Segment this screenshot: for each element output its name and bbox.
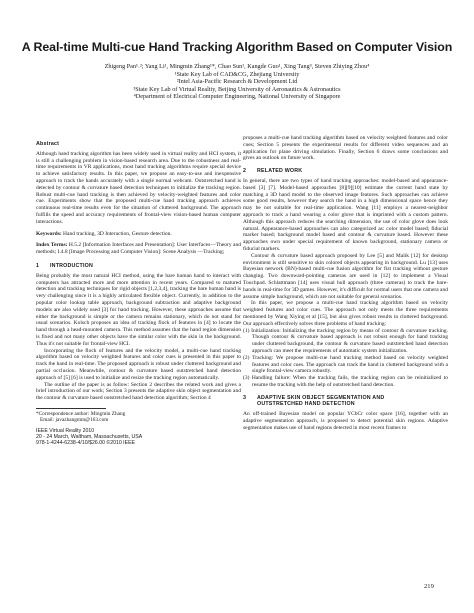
- related-work-paragraph-2: Contour & curvature based approach proposed by Lee [5] and Malik [12] for desktop environment is still sensitive to skin colored objects appearing in background. Lu [13] uses Bayesian network (BN)-based multi-cue fusion algorithm for fist tracking without gesture changing. Two downward-pointing cameras are used in [12] to implement a Visual Touchpad. Schlattmann [14] uses visual hull approach (three cameras) to track the bare-hands in real-time for 3D games. However, it's difficult for normal users that one camera and assume simple background, which are not suitable for general scenarios.: [243, 252, 448, 300]
- right-column: [243, 135, 448, 432]
- author-list: Zhigeng Pan¹˒²; Yang Li¹, Mingmin Zhang¹*, Chao Sun¹, Kangde Guo¹, Xing Tang³, Steven Zhiying Zhou⁴: [104, 63, 370, 70]
- left-column: [36, 136, 241, 447]
- abstract-heading: Abstract: [36, 141, 60, 147]
- page-number: 219: [424, 583, 434, 590]
- keywords-text: Hand tracking, 3D Interaction, Gesture detection.: [63, 230, 172, 237]
- continued-paragraph: proposes a multi-cue hand tracking algorithm based on velocity weighted features and color cues; Section 5 presents the experimental results for different video sequences and an application for plane driving simulation. Finally, Section 6 draws some conclusions and gives an outlook on future work.: [243, 135, 448, 162]
- affiliation-1: ¹State Key Lab of CAD&CG, Zhejiang University: [174, 70, 300, 78]
- author-block: [0, 63, 474, 101]
- intro-paragraph-1: Being probably the most natural HCI method, using the bare human hand to interact with computers has attracted more and more attention in recent years. Compared to matured detection and tracking techniques for rigid objects [1,2,3,4], tracking the bare human hand is very challenging since it is a highly articulated flexible object. Currently, in addition to the popular color lookup table approach, background subtraction and adaptive background models are also widely used [3] for hand tracking. However, these approaches assume that either the background is simple or the camera remains stationary, which do not stand for usual scenarios. Kolsch proposes an idea of tracking flock of features in [4] to locate the hand through a head-mounted camera. This method assumes that the hand region dimension is fixed and not many other objects have the similar color with the skin in the background. Thus it's not suitable for frontal-view HCI.: [36, 272, 241, 347]
- conference-isbn: 978-1-4244-6238-4/10/$26.00 ©2010 IEEE: [36, 440, 136, 447]
- conference-info: [36, 428, 241, 447]
- section-1-heading: 1 INTRODUCTION: [36, 262, 94, 269]
- list-item: (2) Tracking: We propose multi-cue hand tracking method based on velocity weighted features and color cues. The approach can track the hand in cluttered background with a single frontal-view camera robustly.: [243, 354, 448, 375]
- section-2-heading: 2 RELATED WORK: [243, 168, 303, 175]
- problem-list: [243, 328, 448, 389]
- abstract-text: Although hand tracking algorithm has been widely used in virtual reality and HCI system, it is still a challenging problem in vision-based research area. Due to the robustness and real-time requirements in VR applications, most hand tracking algorithms require special device to achieve satisfactory results. In this paper, we propose an easy-to-use and inexpensive approach to track the hands accurately with a single normal webcam. Outstretched hand is detected by contour & curvature based detection techniques to initialize the tracking region. Robust multi-cue hand tracking is then achieved by velocity-weighted features and color cue. Experiments show that the proposed multi-cue hand tracking approach achieves continuous real-time results even for the situation of cluttered background. The approach fulfills the speed and accuracy requirements of frontal-view vision-based human computer interactions.: [36, 150, 241, 225]
- intro-paragraph-3: The outline of the paper is as follow: Section 2 describes the related work and gives a brief introduction of our work; Section 3 presents the adaptive skin object segmentation and the contour & curvature based outstretched hand detection algorithm; Section 4: [36, 381, 241, 402]
- affiliation-2: ²Intel Asia-Pacific Research & Development Ltd: [176, 78, 298, 86]
- footnote-rule: [36, 408, 106, 409]
- intro-paragraph-2: Incorporating the flock of features and the velocity model, a multi-cue hand tracking algorithm based on velocity weighted features and color cues is presented in this paper to track the hand in real-time. The proposed approach is robust under cluttered background and partial occlusion. Meanwhile, contour & curvature based outstretched hand detection approach of [5] [6] is used to initialize and resize the tracking region automatically.: [36, 347, 241, 381]
- segmentation-paragraph: An off-trained Bayesian model on popular YCbCr color space [16], together with an adaptive segmentation approach, is proposed to detect potential skin regions. Adaptive segmentation makes use of hand regions detected in most recent frames to: [243, 411, 448, 431]
- section-3-heading: 3 ADAPTIVE SKIN OBJECT SEGMENTATION AND OUTSTRETCHED HAND DETECTION: [243, 394, 385, 408]
- affiliation-3: ³State Key Lab of Virtual Reality, Beijing University of Aeronautics & Astronautics: [133, 85, 341, 93]
- keywords: [36, 231, 241, 238]
- list-item: (3) Handling failure: When the tracking fails, the tracking region can be reinitialized to resume the tracking with the help of outstretched hand detection.: [243, 375, 448, 388]
- affiliation-4: ⁴Department of Electrical Computer Engineering, National University of Singapore: [133, 93, 341, 101]
- conference-name: IEEE Virtual Reality 2010: [36, 428, 95, 435]
- conference-date: 20 - 24 March, Waltham, Massachusetts, USA: [36, 434, 143, 441]
- footnote-email: Email: javazhangmm@163.com: [40, 417, 109, 424]
- related-work-paragraph-1: In general, there are two types of hand tracking approaches: model-based and appearance-based [3] [7]. Model-based approaches [8][9][10] estimate the current hand state by matching a 3D hand model to the observed image features. Such approaches can achieve some good results, however they search the hand in a high dimensional space hence they may be not suitable for real-time application. Wang [11] employs a nearest-neighbor approach to track a hand wearing a color glove that is imprinted with a custom pattern. Although this approach reduces the searching dimension, the use of color glove does look natural. Appearance-based approaches can also categorized as: color model based; fiducial marker based; background model based and contour & curvature based. However these approaches own under special requirement of known background, stationary camera or fiducial markers.: [243, 177, 448, 252]
- index-terms-label: Index Terms:: [36, 242, 68, 249]
- keywords-label: Keywords:: [36, 230, 62, 237]
- index-terms-text: H.5.2 [Information Interfaces and Presentation]: User Interfaces—Theory and methods; I.4.8 [Image Processing and Computer Vision]: Scene Analysis —Tracking;: [36, 242, 241, 256]
- paper-title: A Real-time Multi-cue Hand Tracking Algorithm Based on Computer Vision: [21, 40, 453, 54]
- index-terms: [36, 242, 241, 256]
- footnote-correspondence: *Correspondence author: Mingmin Zhang: [36, 410, 126, 417]
- list-item: (1) Initialization: Initializing the tracking region by means of contour & curvature tracking. Though contour & curvature based approach is not robust enough for hand tracking under cluttered background, the contour & curvature based outstretched hand detection approach can meet the requirements of automatic system initialization.: [243, 327, 448, 354]
- related-work-paragraph-3: In this paper, we propose a multi-cue hand tracking algorithm based on velocity weighted features and color cues. The approach not only meets the three requirements mentioned by Wang Xiying et al [15], but also gives robust results in cluttered background. Our approach effectively solves three problems of hand tracking:: [243, 300, 448, 327]
